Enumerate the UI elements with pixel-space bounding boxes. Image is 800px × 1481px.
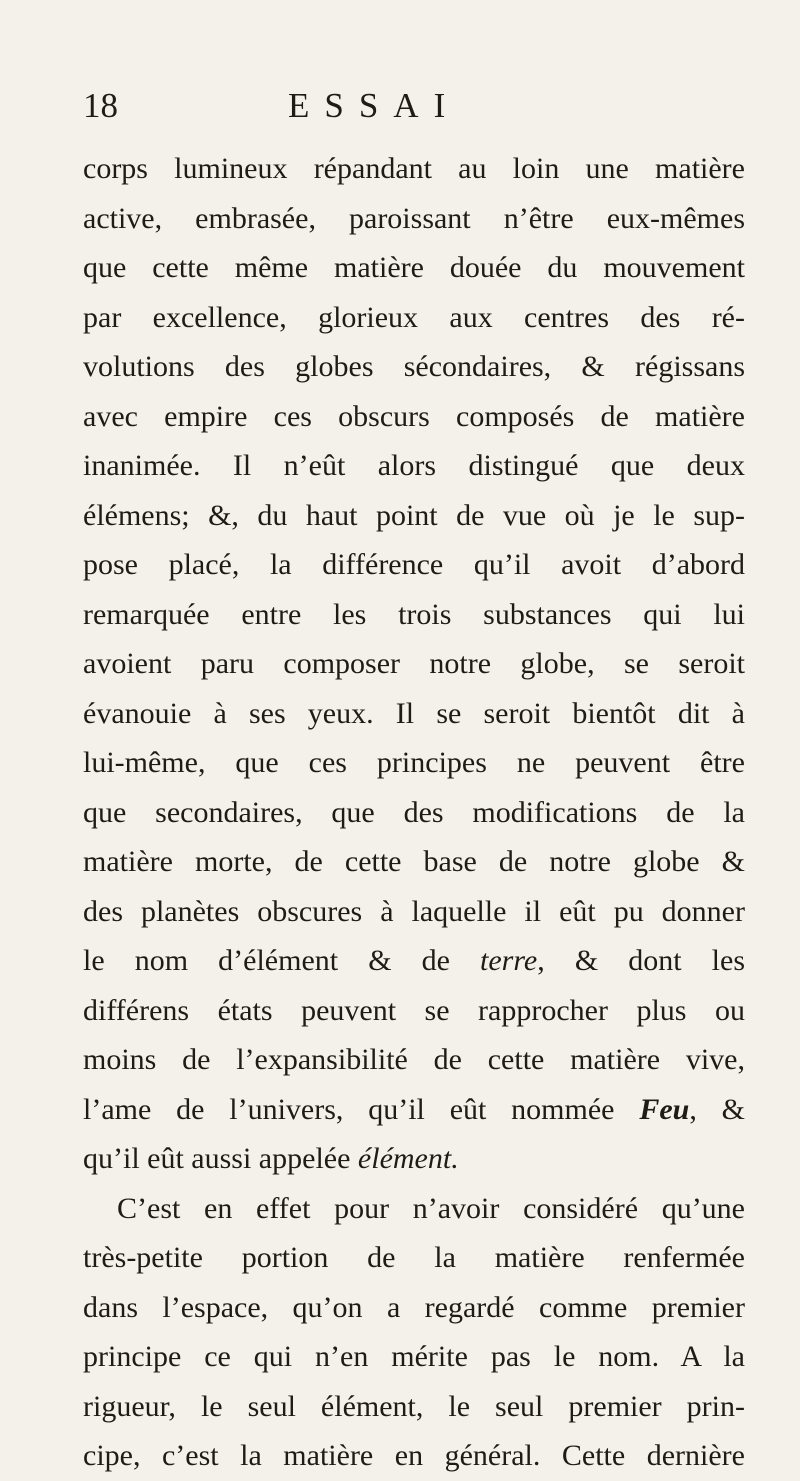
page-header: [83, 86, 743, 136]
text-segment: des planètes obscures à laquelle il eût pu donner: [83, 894, 745, 928]
text-segment: lui-même, que ces principes ne peuvent être: [83, 746, 745, 779]
text-line: [83, 144, 745, 194]
text-segment: l’ame de l’univers, qu’il eût nommée: [83, 1092, 640, 1126]
text-line: [83, 1035, 745, 1085]
text-segment: par excellence, glorieux aux centres des ré-: [83, 300, 745, 334]
text-line: [83, 590, 745, 640]
text-line: [83, 392, 745, 442]
text-line: [83, 293, 745, 343]
text-segment: corps lumineux répandant au loin une matière: [83, 152, 745, 185]
text-line: [83, 491, 745, 541]
text-segment: moins de l’expansibilité de cette matière vive,: [83, 1043, 745, 1076]
text-line: [83, 639, 745, 689]
text-line: [83, 540, 745, 590]
text-segment: inanimée. Il n’eût alors distingué que deux: [83, 449, 745, 482]
text-segment: évanouie à ses yeux. Il se seroit bientôt dit à: [83, 696, 745, 730]
text-line: [83, 887, 745, 937]
text-segment: que secondaires, que des modifications de la: [83, 795, 745, 829]
text-line: [83, 194, 745, 244]
text-line: [83, 1431, 745, 1481]
text-segment: , &: [689, 1092, 745, 1126]
text-segment: qu’il eût aussi appelée: [83, 1142, 358, 1175]
text-line: [83, 788, 745, 838]
text-line: [83, 936, 745, 986]
text-segment: que cette même matière douée du mouvement: [83, 251, 745, 284]
running-title: ESSAI: [288, 86, 461, 125]
text-segment: avoient paru composer notre globe, se seroit: [83, 647, 745, 680]
text-segment: matière morte, de cette base de notre globe &: [83, 845, 745, 878]
text-segment: dans l’espace, qu’on a regardé comme premier: [83, 1290, 745, 1324]
text-line: [83, 1233, 745, 1283]
text-segment: élémens; &, du haut point de vue où je le sup-: [83, 498, 745, 532]
text-line: [83, 1332, 745, 1382]
text-line: [83, 1283, 745, 1333]
text-line: [83, 1134, 745, 1184]
text-line: [83, 243, 745, 293]
text-segment: avec empire ces obscurs composés de matière: [83, 399, 745, 433]
text-segment: différens états peuvent se rapprocher plus ou: [83, 993, 745, 1027]
text-segment: volutions des globes sécondaires, & régissans: [83, 350, 745, 383]
text-segment: cipe, c’est la matière en général. Cette dernière: [83, 1439, 745, 1472]
text-segment: rigueur, le seul élément, le seul premier prin-: [83, 1389, 745, 1423]
text-line: [83, 1184, 745, 1234]
text-segment: remarquée entre les trois substances qui lui: [83, 597, 745, 631]
text-line: [83, 837, 745, 887]
text-segment: C’est en effet pour n’avoir considéré qu’une: [117, 1191, 745, 1225]
text-line: [83, 1382, 745, 1432]
emphasized-word: élément.: [357, 1142, 459, 1175]
text-line: [83, 689, 745, 739]
text-line: [83, 441, 745, 491]
text-line: [83, 986, 745, 1036]
text-segment: le nom d’élément & de: [83, 944, 481, 977]
text-segment: , & dont les: [537, 944, 745, 977]
text-segment: très-petite portion de la matière renfermée: [83, 1241, 745, 1274]
text-segment: active, embrasée, paroissant n’être eux-mêmes: [83, 201, 745, 235]
text-line: [83, 738, 745, 788]
text-segment: principe ce qui n’en mérite pas le nom. A la: [83, 1340, 745, 1373]
page-number: 18: [83, 86, 118, 125]
text-line: [83, 1085, 745, 1135]
text-segment: pose placé, la différence qu’il avoit d’abord: [83, 548, 745, 581]
emphasized-word: Feu: [639, 1092, 690, 1126]
body-text: [83, 144, 745, 1481]
emphasized-word: terre: [480, 944, 538, 977]
text-line: [83, 342, 745, 392]
